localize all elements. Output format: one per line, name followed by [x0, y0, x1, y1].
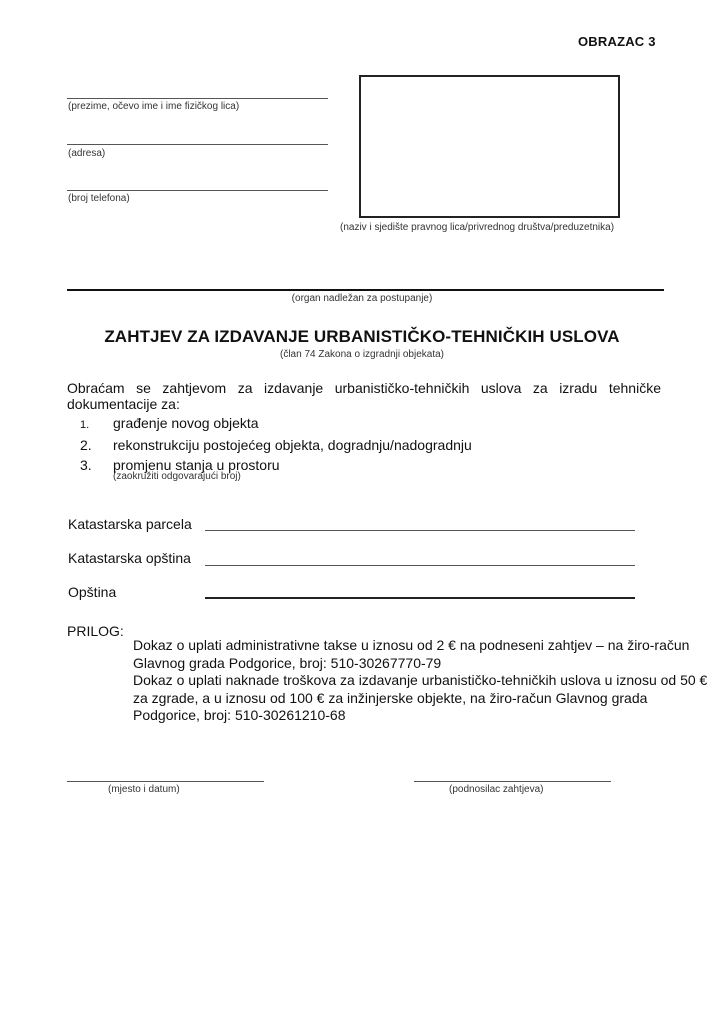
applicant-name-caption: (prezime, očevo ime i ime fizičkog lica) [68, 101, 240, 112]
option-label: promjenu stanja u prostoru [113, 457, 280, 473]
attachment-item: Dokaz o uplati administrativne takse u iznosu od 2 € na podneseni zahtjev – na žiro-račun Glavnog grada Podgorice, broj: 510-30267770-79 [133, 637, 690, 671]
attachment-item: Dokaz o uplati naknade troškova za izdavanje urbanističko-tehničkih uslova u iznosu od 50 € za zgrade, a u iznosu od 100 € za inžinjerske objekte, na žiro-račun Glavnog grada Podgorice, broj: 510-30261210-68 [133, 672, 708, 723]
applicant-address-line[interactable] [67, 144, 328, 145]
applicant-phone-line[interactable] [67, 190, 328, 191]
option-label: rekonstrukciju postojećeg objekta, dogradnju/nadogradnju [113, 437, 472, 453]
option-label: građenje novog objekta [113, 415, 259, 431]
applicant-signature-caption: (podnosilac zahtjeva) [449, 784, 544, 795]
applicant-name-line[interactable] [67, 98, 328, 99]
cadastral-parcel-field[interactable] [205, 530, 635, 531]
option-item[interactable] [80, 413, 472, 435]
form-number: OBRAZAC 3 [578, 34, 656, 49]
applicant-signature-line[interactable] [414, 781, 611, 782]
option-number: 2. [80, 437, 92, 453]
place-date-line[interactable] [67, 781, 264, 782]
municipality-label: Opština [68, 584, 117, 600]
attachments-title: PRILOG: [67, 623, 124, 639]
option-number: 1. [80, 419, 90, 431]
option-number: 3. [80, 457, 92, 473]
municipality-field[interactable] [205, 597, 635, 599]
applicant-phone-caption: (broj telefona) [68, 193, 130, 204]
cadastral-municipality-field[interactable] [205, 565, 635, 566]
attachments-list [133, 637, 708, 725]
legal-entity-box[interactable] [359, 75, 620, 218]
option-item[interactable] [80, 435, 472, 455]
legal-entity-caption: (naziv i sjedište pravnog lica/privrednog društva/preduzetnika) [340, 222, 615, 233]
cadastral-parcel-label: Katastarska parcela [68, 516, 192, 532]
document-subtitle: (član 74 Zakona o izgradnji objekata) [280, 349, 444, 360]
applicant-address-caption: (adresa) [68, 148, 106, 159]
request-intro: Obraćam se zahtjevom za izdavanje urbanističko-tehničkih uslova za izradu tehničke dokumentacije za: [67, 380, 661, 412]
place-date-caption: (mjesto i datum) [108, 784, 180, 795]
authority-caption: (organ nadležan za postupanje) [291, 293, 433, 304]
purpose-options [80, 413, 472, 475]
authority-line[interactable] [67, 289, 664, 291]
document-title: ZAHTJEV ZA IZDAVANJE URBANISTIČKO-TEHNIČKIH USLOVA [104, 327, 620, 346]
cadastral-municipality-label: Katastarska opština [68, 550, 191, 566]
options-note: (zaokružiti odgovarajući broj) [113, 471, 241, 482]
